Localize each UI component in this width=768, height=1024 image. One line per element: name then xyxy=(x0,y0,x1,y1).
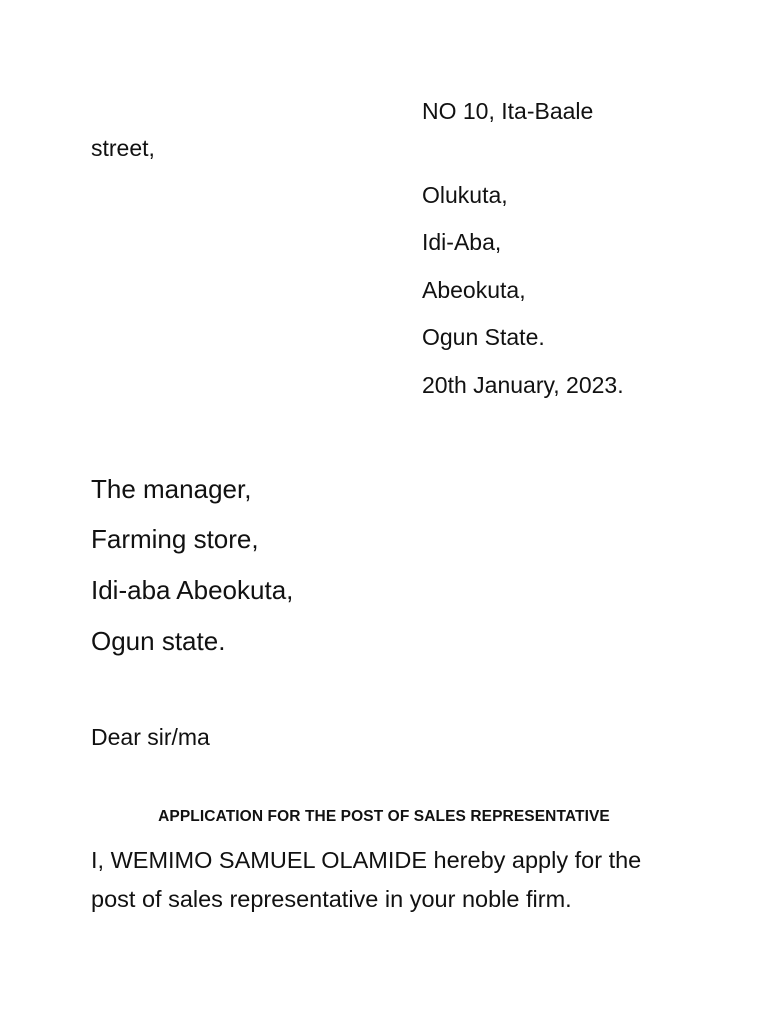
recipient-line-2: Farming store, xyxy=(91,524,259,554)
sender-address-line-1-wrap: street, xyxy=(91,135,155,161)
letter-date: 20th January, 2023. xyxy=(422,372,624,398)
recipient-line-1: The manager, xyxy=(91,474,252,504)
recipient-line-4: Ogun state. xyxy=(91,626,226,656)
sender-address-line-5: Ogun State. xyxy=(422,324,545,350)
sender-address-line-1: NO 10, Ita-Baale xyxy=(422,98,594,124)
recipient-line-3: Idi-aba Abeokuta, xyxy=(91,575,294,605)
letter-subject: APPLICATION FOR THE POST OF SALES REPRESENTATIVE xyxy=(158,808,610,825)
sender-address-line-4: Abeokuta, xyxy=(422,277,526,303)
sender-address-line-3: Idi-Aba, xyxy=(422,229,502,255)
salutation: Dear sir/ma xyxy=(91,724,210,750)
body-line-1: I, WEMIMO SAMUEL OLAMIDE hereby apply for the xyxy=(91,847,642,873)
body-line-2: post of sales representative in your noble firm. xyxy=(91,886,572,912)
sender-address-line-2: Olukuta, xyxy=(422,182,508,208)
